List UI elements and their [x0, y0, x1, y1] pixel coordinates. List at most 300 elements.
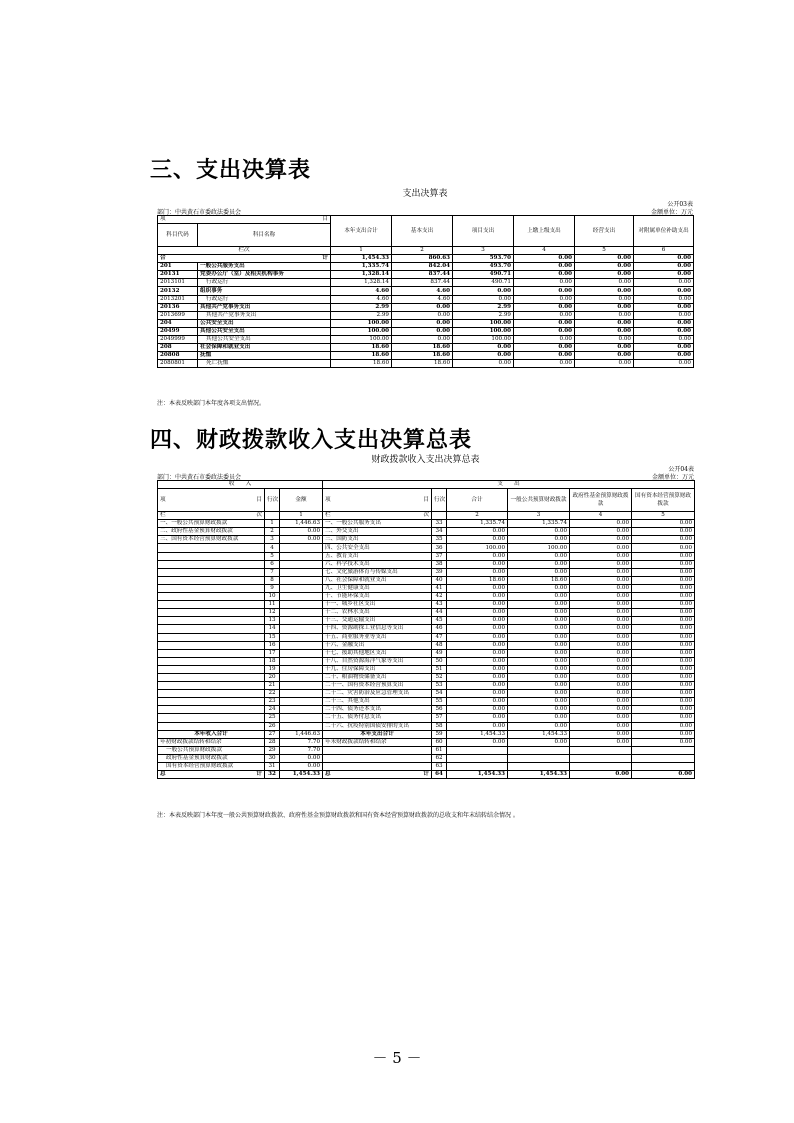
- income-amount: 1,446.63: [280, 730, 323, 738]
- income-line: 12: [265, 609, 280, 617]
- amount-cell: 1,328.14: [331, 279, 392, 287]
- income-amount: [280, 593, 323, 601]
- subject-name: 行政运行: [198, 295, 331, 303]
- expense-item: 十六、金融支出: [323, 641, 432, 649]
- lanci-row: [158, 247, 694, 255]
- amount-cell: 0.00: [453, 352, 514, 360]
- income-header: 收 入: [158, 481, 323, 489]
- expense-amount: [632, 746, 695, 754]
- expense-amount: 0.00: [570, 584, 632, 592]
- expense-amount: 0.00: [508, 682, 570, 690]
- lanci-label: 栏次: [158, 247, 331, 255]
- expense-amount: 0.00: [570, 665, 632, 673]
- expense-amount: 0.00: [570, 714, 632, 722]
- income-item: [158, 682, 265, 690]
- expense-amount: 0.00: [570, 593, 632, 601]
- income-item: [158, 722, 265, 730]
- income-line: 29: [265, 746, 280, 754]
- subject-name: 死亡抚恤: [198, 360, 331, 368]
- expense-amount: 100.00: [447, 544, 508, 552]
- amount-cell: 0.00: [634, 311, 694, 319]
- income-line: 31: [265, 763, 280, 771]
- amount-cell: 18.60: [331, 352, 392, 360]
- income-line: 20: [265, 673, 280, 681]
- income-line: 27: [265, 730, 280, 738]
- income-lanci: 栏 次: [158, 512, 265, 520]
- expense-amount: 0.00: [447, 641, 508, 649]
- income-line: 32: [265, 771, 280, 779]
- expense-amount: 0.00: [632, 536, 695, 544]
- amount-cell: 0.00: [634, 303, 694, 311]
- amount-cell: 0.00: [453, 344, 514, 352]
- amount-cell: 837.44: [392, 271, 453, 279]
- fiscal-row: [158, 552, 695, 560]
- amount-cell: 0.00: [514, 327, 575, 335]
- expense-item: 二十二、灾害防治及应急管理支出: [323, 690, 432, 698]
- amount-cell: 0.00: [575, 263, 634, 271]
- expense-amount: 0.00: [508, 633, 570, 641]
- subject-name: 抚恤: [198, 352, 331, 360]
- income-item: 三、国有资本经营预算财政拨款: [158, 536, 265, 544]
- amount-cell: 0.00: [514, 295, 575, 303]
- expense-line: 46: [432, 625, 447, 633]
- expense-amount: 0.00: [447, 593, 508, 601]
- expense-item: 八、社会保障和就业支出: [323, 576, 432, 584]
- amount-cell: 18.60: [331, 360, 392, 368]
- amount-cell: 0.00: [575, 303, 634, 311]
- expense-amount: 0.00: [570, 673, 632, 681]
- expense-amount: 1,454.33: [508, 771, 570, 779]
- expense-amount: 0.00: [632, 520, 695, 528]
- income-amount-header: 金额: [280, 489, 323, 512]
- fiscal-row: [158, 520, 695, 528]
- fiscal-row: [158, 536, 695, 544]
- income-amount: [280, 657, 323, 665]
- expense-amount: 0.00: [570, 560, 632, 568]
- amount-cell: 4.60: [331, 287, 392, 295]
- fiscal-row: [158, 665, 695, 673]
- subject-name: 一般公共服务支出: [198, 263, 331, 271]
- fiscal-note: 注：本表反映部门本年度一般公共预算财政拨款、政府性基金预算财政拨款和国有资本经营预算财政拨款的总收支和年末结转结余情况 。: [157, 812, 519, 819]
- expense-item: 五、教育支出: [323, 552, 432, 560]
- income-amount: [280, 601, 323, 609]
- expense-amount: 18.60: [508, 576, 570, 584]
- expenditure-row: [158, 327, 694, 335]
- income-item: [158, 633, 265, 641]
- amount-cell: 2.99: [453, 303, 514, 311]
- income-item: [158, 552, 265, 560]
- income-item: [158, 576, 265, 584]
- expenditure-row: [158, 360, 694, 368]
- amount-cell: 0.00: [575, 287, 634, 295]
- expense-item: 二十、粮油物资储备支出: [323, 673, 432, 681]
- expense-amount: 0.00: [508, 609, 570, 617]
- amount-cell: 18.60: [392, 352, 453, 360]
- expense-amount: 0.00: [632, 698, 695, 706]
- expenditure-row: [158, 311, 694, 319]
- expenditure-row: [158, 271, 694, 279]
- fiscal-row: [158, 560, 695, 568]
- expense-amount: [447, 746, 508, 754]
- expense-amount: 18.60: [447, 576, 508, 584]
- amount-cell: 490.71: [453, 271, 514, 279]
- fiscal-row: [158, 738, 695, 746]
- amount-cell: 0.00: [634, 263, 694, 271]
- expense-amount: 0.00: [632, 673, 695, 681]
- lanci-num: 5: [632, 512, 695, 520]
- amount-cell: 0.00: [514, 311, 575, 319]
- subject-code: 2049999: [158, 336, 198, 344]
- expense-amount: 0.00: [570, 722, 632, 730]
- col-total-header: 本年支出合计: [331, 216, 392, 247]
- unit-label: 金额单位：万元: [650, 209, 693, 216]
- expense-amount: 0.00: [570, 625, 632, 633]
- income-line: 21: [265, 682, 280, 690]
- fiscal-row: [158, 682, 695, 690]
- lanci-num: 2: [392, 247, 453, 255]
- subject-code: 2013699: [158, 311, 198, 319]
- income-line: 24: [265, 706, 280, 714]
- amount-cell: 0.00: [634, 287, 694, 295]
- fiscal-row: [158, 641, 695, 649]
- subject-code: 20132: [158, 287, 198, 295]
- income-item: [158, 617, 265, 625]
- expense-amount: 0.00: [570, 690, 632, 698]
- amount-cell: 0.00: [634, 295, 694, 303]
- fiscal-row: [158, 633, 695, 641]
- amount-cell: 842.04: [392, 263, 453, 271]
- expense-amount: 0.00: [632, 609, 695, 617]
- income-amount: [280, 690, 323, 698]
- subject-name: 党委办公厅（室）及相关机构事务: [198, 271, 331, 279]
- fiscal-row: [158, 609, 695, 617]
- expenditure-row: [158, 279, 694, 287]
- income-line: 4: [265, 544, 280, 552]
- income-item: [158, 649, 265, 657]
- income-hangci-header: 行次: [265, 489, 280, 512]
- income-amount: [280, 633, 323, 641]
- income-amount: [280, 682, 323, 690]
- code-header: 科目代码: [158, 224, 198, 247]
- expense-item: 本年支出合计: [323, 730, 432, 738]
- expenditure-row: [158, 295, 694, 303]
- amount-cell: 100.00: [453, 336, 514, 344]
- fiscal-row: [158, 568, 695, 576]
- income-line: 3: [265, 536, 280, 544]
- fiscal-row: [158, 754, 695, 762]
- expenditure-row: [158, 336, 694, 344]
- expense-amount: 0.00: [447, 552, 508, 560]
- expense-line: 64: [432, 771, 447, 779]
- expense-amount: 0.00: [508, 649, 570, 657]
- expense-amount: 0.00: [632, 665, 695, 673]
- expense-amount: 0.00: [447, 682, 508, 690]
- total-value: 0.00: [514, 255, 575, 263]
- expense-amount: 0.00: [632, 649, 695, 657]
- amount-cell: 0.00: [453, 287, 514, 295]
- expense-amount: 0.00: [632, 682, 695, 690]
- total-label: 合 计: [158, 255, 331, 263]
- expense-amount: 0.00: [632, 771, 695, 779]
- expense-line: 47: [432, 633, 447, 641]
- income-line: 19: [265, 665, 280, 673]
- expenditure-table-title: 支出决算表: [402, 189, 448, 199]
- expense-line: 38: [432, 560, 447, 568]
- expense-line: 58: [432, 722, 447, 730]
- amount-cell: 0.00: [514, 271, 575, 279]
- subject-code: 2080801: [158, 360, 198, 368]
- income-item: 年初财政拨款结转和结余: [158, 738, 265, 746]
- expense-line: 44: [432, 609, 447, 617]
- income-line: 25: [265, 714, 280, 722]
- amount-cell: 2.99: [331, 311, 392, 319]
- expense-amount: 0.00: [570, 657, 632, 665]
- expense-amount: 0.00: [447, 665, 508, 673]
- col-general-budget: 一般公共预算财政拨款: [508, 489, 570, 512]
- fiscal-row: [158, 698, 695, 706]
- expense-amount: 0.00: [570, 552, 632, 560]
- subject-name: 其他共产党事务支出: [198, 311, 331, 319]
- section-4-heading: 四、财政拨款收入支出决算总表: [150, 428, 473, 453]
- dept-label-4: 部门：中共黄石市委政法委员会: [157, 474, 242, 481]
- expense-item: 一、一般公共服务支出: [323, 520, 432, 528]
- amount-cell: 0.00: [392, 336, 453, 344]
- grand-total-row: [158, 771, 695, 779]
- amount-cell: 18.60: [392, 344, 453, 352]
- subject-code: 2013201: [158, 295, 198, 303]
- income-item: 政府性基金预算财政拨款: [158, 754, 265, 762]
- expense-line: 63: [432, 763, 447, 771]
- fiscal-row: [158, 673, 695, 681]
- amount-cell: 0.00: [514, 352, 575, 360]
- amount-cell: 0.00: [575, 360, 634, 368]
- income-amount: [280, 552, 323, 560]
- expense-item: [323, 763, 432, 771]
- income-line: 6: [265, 560, 280, 568]
- lanci-num: 2: [447, 512, 508, 520]
- income-item: [158, 560, 265, 568]
- subject-code: 20131: [158, 271, 198, 279]
- fiscal-row: [158, 625, 695, 633]
- expense-amount: 0.00: [508, 714, 570, 722]
- expense-amount: 0.00: [570, 771, 632, 779]
- expense-amount: 0.00: [632, 738, 695, 746]
- expense-line: 34: [432, 528, 447, 536]
- income-xiang-mu: 项 目: [158, 489, 265, 512]
- expense-lanci: 栏 次: [323, 512, 432, 520]
- income-amount: [280, 560, 323, 568]
- expense-amount: 0.00: [632, 641, 695, 649]
- expense-amount: 0.00: [632, 714, 695, 722]
- expense-amount: 0.00: [508, 601, 570, 609]
- amount-cell: 0.00: [634, 319, 694, 327]
- fiscal-row: [158, 657, 695, 665]
- fiscal-table-title: 财政拨款收入支出决算总表: [371, 455, 480, 465]
- expense-amount: 0.00: [447, 657, 508, 665]
- col-remit-header: 上缴上级支出: [514, 216, 575, 247]
- income-item: [158, 690, 265, 698]
- income-line: 10: [265, 593, 280, 601]
- income-amount: 1,454.33: [280, 771, 323, 779]
- expense-amount: 0.00: [570, 641, 632, 649]
- lanci-num: 3: [453, 247, 514, 255]
- amount-cell: 100.00: [453, 327, 514, 335]
- form-number: 公开03表: [667, 201, 693, 208]
- dept-label: 部门：中共黄石市委政法委员会: [157, 209, 242, 216]
- subject-code: 204: [158, 319, 198, 327]
- income-item: [158, 601, 265, 609]
- amount-cell: 0.00: [575, 311, 634, 319]
- xiang-mu-cell: 项 目: [158, 216, 331, 224]
- income-item: [158, 665, 265, 673]
- amount-cell: 100.00: [331, 336, 392, 344]
- subject-name: 行政运行: [198, 279, 331, 287]
- expense-amount: 0.00: [632, 625, 695, 633]
- expense-amount: 0.00: [570, 609, 632, 617]
- expense-item: 十二、农林水支出: [323, 609, 432, 617]
- expense-line: 59: [432, 730, 447, 738]
- amount-cell: 0.00: [575, 279, 634, 287]
- income-line: 22: [265, 690, 280, 698]
- expense-amount: 0.00: [632, 706, 695, 714]
- expense-amount: [632, 754, 695, 762]
- income-amount: 1,446.63: [280, 520, 323, 528]
- expense-amount: [570, 746, 632, 754]
- income-line: 26: [265, 722, 280, 730]
- income-amount: 7.70: [280, 738, 323, 746]
- amount-cell: 0.00: [634, 327, 694, 335]
- fiscal-header-row: [158, 489, 695, 512]
- income-item: 本年收入合计: [158, 730, 265, 738]
- expense-line: 62: [432, 754, 447, 762]
- total-row: [158, 255, 694, 263]
- expense-amount: 1,454.33: [447, 730, 508, 738]
- income-line: 16: [265, 641, 280, 649]
- expense-item: 十三、交通运输支出: [323, 617, 432, 625]
- fiscal-row: [158, 528, 695, 536]
- expense-amount: 0.00: [447, 690, 508, 698]
- income-expense-row: [158, 481, 695, 489]
- income-line: 13: [265, 617, 280, 625]
- expense-amount: 0.00: [508, 722, 570, 730]
- expense-amount: 0.00: [632, 568, 695, 576]
- amount-cell: 4.60: [392, 295, 453, 303]
- amount-cell: 0.00: [634, 344, 694, 352]
- page-number: － 5 －: [372, 1049, 422, 1067]
- expense-amount: 0.00: [570, 738, 632, 746]
- subject-name: 其他公共安全支出: [198, 336, 331, 344]
- expense-amount: 0.00: [508, 593, 570, 601]
- expense-line: 53: [432, 682, 447, 690]
- form-number-4: 公开04表: [668, 466, 694, 473]
- grand-total-label: 总 计: [158, 771, 265, 779]
- fiscal-row: [158, 763, 695, 771]
- amount-cell: 0.00: [634, 279, 694, 287]
- amount-cell: 0.00: [514, 303, 575, 311]
- expense-amount: 0.00: [508, 706, 570, 714]
- subject-name: 组织事务: [198, 287, 331, 295]
- fiscal-row: [158, 706, 695, 714]
- amount-cell: 0.00: [514, 360, 575, 368]
- expenditure-row: [158, 344, 694, 352]
- expense-amount: 0.00: [447, 633, 508, 641]
- expense-amount: 0.00: [632, 593, 695, 601]
- expense-line: 48: [432, 641, 447, 649]
- expense-amount: [508, 746, 570, 754]
- expense-amount: 0.00: [447, 528, 508, 536]
- total-value: 0.00: [575, 255, 634, 263]
- amount-cell: 100.00: [331, 327, 392, 335]
- amount-cell: 0.00: [392, 319, 453, 327]
- expense-item: [323, 754, 432, 762]
- expense-amount: 0.00: [570, 568, 632, 576]
- col-subsidy-header: 对附属单位补助支出: [634, 216, 694, 247]
- expense-amount: [447, 754, 508, 762]
- expense-line: 57: [432, 714, 447, 722]
- amount-cell: 0.00: [634, 360, 694, 368]
- expense-amount: 0.00: [447, 568, 508, 576]
- expense-line: 54: [432, 690, 447, 698]
- expense-item: 十五、商业服务业等支出: [323, 633, 432, 641]
- expense-item: 四、公共安全支出: [323, 544, 432, 552]
- total-value: 593.70: [453, 255, 514, 263]
- expense-line: 55: [432, 698, 447, 706]
- expense-item: 二十五、债务付息支出: [323, 714, 432, 722]
- expense-amount: 0.00: [447, 609, 508, 617]
- income-line: 1: [265, 520, 280, 528]
- expense-amount: [570, 754, 632, 762]
- expense-amount: 0.00: [632, 601, 695, 609]
- amount-cell: 2.99: [331, 303, 392, 311]
- expense-amount: [632, 763, 695, 771]
- fiscal-row: [158, 730, 695, 738]
- income-line: 8: [265, 576, 280, 584]
- col-project-header: 项目支出: [453, 216, 514, 247]
- subject-name: 社会保障和就业支出: [198, 344, 331, 352]
- expenditure-note: 注：本表反映部门本年度各项支出情况。: [157, 400, 266, 407]
- income-amount: [280, 617, 323, 625]
- lanci-num: 1: [280, 512, 323, 520]
- income-item: 一般公共预算财政拨款: [158, 746, 265, 754]
- expense-item: 十、节能环保支出: [323, 593, 432, 601]
- income-item: [158, 641, 265, 649]
- expense-header: 支 出: [323, 481, 695, 489]
- income-amount: [280, 706, 323, 714]
- expense-amount: 0.00: [570, 649, 632, 657]
- income-item: 一、一般公共预算财政拨款: [158, 520, 265, 528]
- expense-amount: 0.00: [447, 601, 508, 609]
- amount-cell: 0.00: [575, 327, 634, 335]
- expense-amount: 0.00: [508, 560, 570, 568]
- amount-cell: 0.00: [575, 344, 634, 352]
- expense-amount: 0.00: [570, 601, 632, 609]
- amount-cell: 0.00: [575, 271, 634, 279]
- income-line: 28: [265, 738, 280, 746]
- income-item: [158, 698, 265, 706]
- expense-line: 36: [432, 544, 447, 552]
- lanci-num: 3: [508, 512, 570, 520]
- amount-cell: 0.00: [453, 295, 514, 303]
- income-amount: [280, 714, 323, 722]
- expense-amount: 0.00: [447, 536, 508, 544]
- income-line: 9: [265, 584, 280, 592]
- subject-code: 2013101: [158, 279, 198, 287]
- expenditure-row: [158, 352, 694, 360]
- expense-amount: 0.00: [447, 649, 508, 657]
- expense-item: 二十一、国有资本经营预算支出: [323, 682, 432, 690]
- expense-item: 二十四、债务还本支出: [323, 706, 432, 714]
- income-item: [158, 593, 265, 601]
